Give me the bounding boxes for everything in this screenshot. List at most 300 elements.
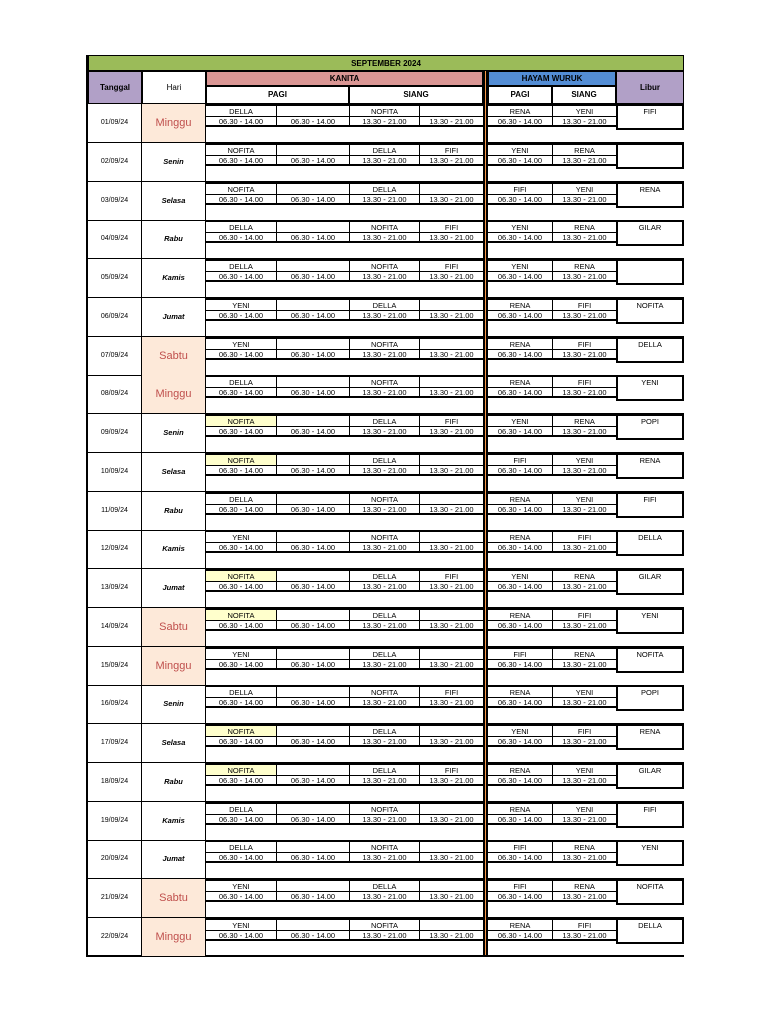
kanita-pagi-1-time: 06.30 - 14.00: [206, 736, 276, 747]
date-cell: 20/09/24: [88, 840, 142, 879]
hayam-siang-time: 13.30 - 21.00: [552, 542, 616, 553]
kanita-siang-2-name: FIFI: [419, 685, 483, 697]
hayam-siang-time: 13.30 - 21.00: [552, 697, 616, 708]
kanita-pagi-1-time: 06.30 - 14.00: [206, 697, 276, 708]
kanita-siang-1-time: 13.30 - 21.00: [349, 116, 419, 127]
kanita-siang-2-time: 13.30 - 21.00: [419, 930, 483, 941]
hayam-pagi-time: 06.30 - 14.00: [488, 232, 552, 243]
kanita-siang-2-time: 13.30 - 21.00: [419, 271, 483, 282]
table-row: [88, 414, 684, 453]
row-spacer: [488, 789, 684, 802]
table-row: [88, 104, 684, 143]
kanita-siang-2-name: [419, 802, 483, 814]
kanita-pagi-1-time: 06.30 - 14.00: [206, 891, 276, 902]
hayam-pagi-name: RENA: [488, 530, 552, 542]
kanita-pagi-2-name: [276, 259, 349, 271]
date-cell: 09/09/24: [88, 414, 142, 453]
hayam-siang-name: RENA: [552, 220, 616, 232]
kanita-siang-1-time: 13.30 - 21.00: [349, 426, 419, 437]
kanita-siang-1-time: 13.30 - 21.00: [349, 504, 419, 515]
row-spacer: [206, 750, 483, 763]
row-spacer: [488, 634, 684, 647]
kanita-siang-1-name: NOFITA: [349, 259, 419, 271]
kanita-siang-1-time: 13.30 - 21.00: [349, 659, 419, 670]
libur-cell: POPI: [616, 685, 684, 711]
hayam-siang-time: 13.30 - 21.00: [552, 930, 616, 941]
kanita-siang-1-name: DELLA: [349, 298, 419, 310]
table-row: [88, 918, 684, 957]
day-cell: Minggu: [142, 918, 206, 957]
hayam-siang-time: 13.30 - 21.00: [552, 891, 616, 902]
row-spacer: [206, 208, 483, 221]
kanita-siang-1-name: NOFITA: [349, 375, 419, 387]
hayam-siang-name: RENA: [552, 143, 616, 155]
kanita-siang-2-time: 13.30 - 21.00: [419, 116, 483, 127]
hayam-pagi-time: 06.30 - 14.00: [488, 310, 552, 321]
date-cell: 08/09/24: [88, 375, 142, 414]
libur-cell: [616, 143, 684, 169]
kanita-siang-2-time: 13.30 - 21.00: [419, 426, 483, 437]
hayam-siang-name: FIFI: [552, 918, 616, 930]
day-cell: Minggu: [142, 375, 206, 414]
hayam-pagi-time: 06.30 - 14.00: [488, 465, 552, 476]
row-spacer: [206, 363, 483, 376]
branch-divider: [483, 71, 488, 955]
header-hari: Hari: [142, 71, 206, 104]
hayam-siang-name: FIFI: [552, 375, 616, 387]
table-row: [88, 802, 684, 841]
day-cell: Minggu: [142, 104, 206, 143]
hayam-pagi-time: 06.30 - 14.00: [488, 116, 552, 127]
hayam-siang-time: 13.30 - 21.00: [552, 736, 616, 747]
kanita-siang-1-name: NOFITA: [349, 918, 419, 930]
row-spacer: [206, 944, 483, 957]
kanita-siang-2-time: 13.30 - 21.00: [419, 775, 483, 786]
kanita-siang-1-name: NOFITA: [349, 840, 419, 852]
row-spacer: [206, 401, 483, 414]
day-cell: Kamis: [142, 530, 206, 569]
date-cell: 05/09/24: [88, 259, 142, 298]
row-spacer: [206, 634, 483, 647]
header-hayam-wuruk: HAYAM WURUK: [488, 71, 616, 86]
kanita-pagi-2-name: [276, 724, 349, 736]
hayam-siang-time: 13.30 - 21.00: [552, 232, 616, 243]
date-cell: 02/09/24: [88, 143, 142, 182]
kanita-pagi-1-name: YENI: [206, 879, 276, 891]
hayam-pagi-time: 06.30 - 14.00: [488, 387, 552, 398]
kanita-pagi-1-time: 06.30 - 14.00: [206, 116, 276, 127]
kanita-siang-2-name: FIFI: [419, 220, 483, 232]
row-spacer: [206, 169, 483, 182]
day-cell: Kamis: [142, 802, 206, 841]
libur-cell: NOFITA: [616, 879, 684, 905]
kanita-siang-1-time: 13.30 - 21.00: [349, 542, 419, 553]
hayam-pagi-name: RENA: [488, 375, 552, 387]
date-cell: 22/09/24: [88, 918, 142, 957]
kanita-pagi-1-time: 06.30 - 14.00: [206, 310, 276, 321]
kanita-pagi-2-name: [276, 569, 349, 581]
kanita-siang-1-time: 13.30 - 21.00: [349, 697, 419, 708]
kanita-siang-1-name: DELLA: [349, 647, 419, 659]
kanita-pagi-2-name: [276, 220, 349, 232]
kanita-pagi-2-time: 06.30 - 14.00: [276, 542, 349, 553]
date-cell: 21/09/24: [88, 879, 142, 918]
kanita-pagi-2-name: [276, 763, 349, 775]
day-cell: Jumat: [142, 840, 206, 879]
kanita-pagi-1-name: NOFITA: [206, 763, 276, 775]
kanita-pagi-2-time: 06.30 - 14.00: [276, 504, 349, 515]
hayam-pagi-name: YENI: [488, 414, 552, 426]
kanita-pagi-2-time: 06.30 - 14.00: [276, 271, 349, 282]
row-spacer: [488, 324, 684, 337]
kanita-siang-1-name: DELLA: [349, 414, 419, 426]
row-spacer: [488, 905, 684, 918]
row-spacer: [488, 944, 684, 957]
row-spacer: [206, 789, 483, 802]
kanita-siang-1-time: 13.30 - 21.00: [349, 194, 419, 205]
date-cell: 19/09/24: [88, 802, 142, 841]
kanita-siang-1-time: 13.30 - 21.00: [349, 349, 419, 360]
date-cell: 18/09/24: [88, 763, 142, 802]
kanita-pagi-1-time: 06.30 - 14.00: [206, 775, 276, 786]
kanita-siang-1-time: 13.30 - 21.00: [349, 581, 419, 592]
row-spacer: [488, 285, 684, 298]
row-spacer: [206, 285, 483, 298]
kanita-siang-1-time: 13.30 - 21.00: [349, 930, 419, 941]
day-cell: Selasa: [142, 724, 206, 763]
kanita-siang-1-name: DELLA: [349, 763, 419, 775]
kanita-pagi-1-name: DELLA: [206, 104, 276, 116]
libur-cell: GILAR: [616, 569, 684, 595]
kanita-siang-1-name: DELLA: [349, 879, 419, 891]
kanita-siang-2-time: 13.30 - 21.00: [419, 465, 483, 476]
kanita-pagi-1-name: NOFITA: [206, 143, 276, 155]
row-spacer: [488, 208, 684, 221]
hayam-pagi-time: 06.30 - 14.00: [488, 852, 552, 863]
date-cell: 04/09/24: [88, 220, 142, 259]
schedule-sheet: [86, 55, 684, 957]
date-cell: 07/09/24: [88, 337, 142, 376]
row-spacer: [488, 169, 684, 182]
header-libur: Libur: [616, 71, 684, 104]
kanita-pagi-2-time: 06.30 - 14.00: [276, 465, 349, 476]
table-row: [88, 337, 684, 376]
hayam-siang-name: FIFI: [552, 530, 616, 542]
libur-cell: GILAR: [616, 763, 684, 789]
libur-cell: DELLA: [616, 530, 684, 556]
kanita-siang-2-name: FIFI: [419, 259, 483, 271]
libur-cell: NOFITA: [616, 298, 684, 324]
kanita-pagi-2-time: 06.30 - 14.00: [276, 349, 349, 360]
kanita-pagi-2-time: 06.30 - 14.00: [276, 852, 349, 863]
row-spacer: [488, 363, 684, 376]
row-spacer: [488, 130, 684, 143]
kanita-pagi-2-time: 06.30 - 14.00: [276, 736, 349, 747]
day-cell: Selasa: [142, 182, 206, 221]
table-row: [88, 840, 684, 879]
date-cell: 14/09/24: [88, 608, 142, 647]
row-spacer: [206, 246, 483, 259]
kanita-pagi-1-name: DELLA: [206, 802, 276, 814]
row-spacer: [488, 595, 684, 608]
hayam-pagi-name: RENA: [488, 918, 552, 930]
kanita-siang-1-time: 13.30 - 21.00: [349, 620, 419, 631]
sheet-title: SEPTEMBER 2024: [88, 55, 684, 71]
kanita-siang-2-time: 13.30 - 21.00: [419, 349, 483, 360]
kanita-siang-2-name: [419, 724, 483, 736]
kanita-pagi-2-name: [276, 840, 349, 852]
hayam-siang-time: 13.30 - 21.00: [552, 852, 616, 863]
kanita-pagi-1-time: 06.30 - 14.00: [206, 581, 276, 592]
kanita-pagi-2-time: 06.30 - 14.00: [276, 620, 349, 631]
hayam-siang-name: RENA: [552, 259, 616, 271]
hayam-pagi-name: RENA: [488, 685, 552, 697]
kanita-pagi-1-time: 06.30 - 14.00: [206, 271, 276, 282]
kanita-siang-2-time: 13.30 - 21.00: [419, 891, 483, 902]
row-spacer: [206, 518, 483, 531]
kanita-pagi-2-name: [276, 608, 349, 620]
hayam-pagi-time: 06.30 - 14.00: [488, 891, 552, 902]
day-cell: Rabu: [142, 220, 206, 259]
kanita-siang-1-name: DELLA: [349, 453, 419, 465]
kanita-siang-2-time: 13.30 - 21.00: [419, 697, 483, 708]
day-cell: Senin: [142, 414, 206, 453]
hayam-siang-time: 13.30 - 21.00: [552, 504, 616, 515]
day-cell: Jumat: [142, 298, 206, 337]
hayam-pagi-time: 06.30 - 14.00: [488, 930, 552, 941]
kanita-siang-2-time: 13.30 - 21.00: [419, 852, 483, 863]
row-spacer: [206, 673, 483, 686]
hayam-pagi-name: RENA: [488, 802, 552, 814]
hayam-siang-time: 13.30 - 21.00: [552, 387, 616, 398]
hayam-pagi-time: 06.30 - 14.00: [488, 155, 552, 166]
kanita-pagi-1-name: DELLA: [206, 220, 276, 232]
hayam-siang-time: 13.30 - 21.00: [552, 620, 616, 631]
hayam-siang-name: YENI: [552, 453, 616, 465]
row-spacer: [488, 556, 684, 569]
hayam-siang-name: YENI: [552, 492, 616, 504]
date-cell: 03/09/24: [88, 182, 142, 221]
row-spacer: [206, 479, 483, 492]
kanita-siang-1-time: 13.30 - 21.00: [349, 891, 419, 902]
kanita-siang-1-time: 13.30 - 21.00: [349, 232, 419, 243]
header-hayam-pagi: PAGI: [488, 86, 552, 104]
hayam-siang-time: 13.30 - 21.00: [552, 349, 616, 360]
hayam-pagi-time: 06.30 - 14.00: [488, 775, 552, 786]
date-cell: 16/09/24: [88, 685, 142, 724]
kanita-pagi-1-name: YENI: [206, 337, 276, 349]
header-tanggal: Tanggal: [88, 71, 142, 104]
kanita-siang-2-name: FIFI: [419, 414, 483, 426]
table-row: [88, 608, 684, 647]
kanita-pagi-2-time: 06.30 - 14.00: [276, 116, 349, 127]
kanita-pagi-2-name: [276, 104, 349, 116]
hayam-siang-name: YENI: [552, 763, 616, 775]
header-kanita-pagi: PAGI: [206, 86, 349, 104]
kanita-pagi-2-name: [276, 453, 349, 465]
hayam-siang-name: RENA: [552, 840, 616, 852]
row-spacer: [206, 828, 483, 841]
table-row: [88, 763, 684, 802]
kanita-siang-2-time: 13.30 - 21.00: [419, 736, 483, 747]
libur-cell: YENI: [616, 375, 684, 401]
kanita-pagi-1-time: 06.30 - 14.00: [206, 387, 276, 398]
day-cell: Minggu: [142, 647, 206, 686]
hayam-siang-time: 13.30 - 21.00: [552, 155, 616, 166]
table-row: [88, 259, 684, 298]
day-cell: Rabu: [142, 492, 206, 531]
libur-cell: GILAR: [616, 220, 684, 246]
kanita-pagi-1-time: 06.30 - 14.00: [206, 232, 276, 243]
kanita-siang-2-time: 13.30 - 21.00: [419, 232, 483, 243]
libur-cell: DELLA: [616, 337, 684, 363]
kanita-pagi-2-time: 06.30 - 14.00: [276, 194, 349, 205]
hayam-pagi-name: FIFI: [488, 453, 552, 465]
hayam-siang-name: FIFI: [552, 608, 616, 620]
libur-cell: RENA: [616, 453, 684, 479]
hayam-siang-name: RENA: [552, 414, 616, 426]
kanita-pagi-2-time: 06.30 - 14.00: [276, 814, 349, 825]
kanita-pagi-1-name: DELLA: [206, 492, 276, 504]
kanita-siang-2-time: 13.30 - 21.00: [419, 155, 483, 166]
row-spacer: [488, 828, 684, 841]
kanita-pagi-1-name: YENI: [206, 647, 276, 659]
hayam-siang-time: 13.30 - 21.00: [552, 116, 616, 127]
kanita-siang-1-time: 13.30 - 21.00: [349, 852, 419, 863]
kanita-pagi-2-time: 06.30 - 14.00: [276, 387, 349, 398]
hayam-pagi-name: YENI: [488, 724, 552, 736]
hayam-siang-time: 13.30 - 21.00: [552, 814, 616, 825]
date-cell: 11/09/24: [88, 492, 142, 531]
kanita-pagi-1-name: NOFITA: [206, 724, 276, 736]
kanita-siang-2-time: 13.30 - 21.00: [419, 581, 483, 592]
kanita-siang-2-name: [419, 375, 483, 387]
hayam-pagi-time: 06.30 - 14.00: [488, 271, 552, 282]
kanita-pagi-1-name: DELLA: [206, 840, 276, 852]
kanita-pagi-1-time: 06.30 - 14.00: [206, 852, 276, 863]
hayam-siang-name: YENI: [552, 104, 616, 116]
kanita-siang-2-name: [419, 104, 483, 116]
table-row: [88, 724, 684, 763]
hayam-siang-time: 13.30 - 21.00: [552, 659, 616, 670]
kanita-siang-2-name: [419, 492, 483, 504]
kanita-pagi-2-name: [276, 492, 349, 504]
hayam-siang-name: YENI: [552, 802, 616, 814]
day-cell: Rabu: [142, 763, 206, 802]
kanita-pagi-2-name: [276, 414, 349, 426]
hayam-pagi-name: RENA: [488, 104, 552, 116]
hayam-siang-name: RENA: [552, 879, 616, 891]
libur-cell: DELLA: [616, 918, 684, 944]
kanita-siang-2-name: [419, 918, 483, 930]
kanita-pagi-1-name: YENI: [206, 918, 276, 930]
hayam-pagi-time: 06.30 - 14.00: [488, 697, 552, 708]
day-cell: Jumat: [142, 569, 206, 608]
kanita-pagi-1-time: 06.30 - 14.00: [206, 349, 276, 360]
kanita-pagi-2-name: [276, 298, 349, 310]
hayam-pagi-name: YENI: [488, 143, 552, 155]
hayam-siang-name: RENA: [552, 569, 616, 581]
kanita-siang-1-time: 13.30 - 21.00: [349, 775, 419, 786]
kanita-pagi-1-name: NOFITA: [206, 453, 276, 465]
kanita-pagi-2-name: [276, 182, 349, 194]
kanita-pagi-2-time: 06.30 - 14.00: [276, 775, 349, 786]
libur-cell: FIFI: [616, 492, 684, 518]
kanita-pagi-2-time: 06.30 - 14.00: [276, 232, 349, 243]
kanita-pagi-1-time: 06.30 - 14.00: [206, 504, 276, 515]
libur-cell: RENA: [616, 724, 684, 750]
kanita-pagi-2-name: [276, 647, 349, 659]
row-spacer: [206, 866, 483, 879]
day-cell: Selasa: [142, 453, 206, 492]
day-cell: Senin: [142, 143, 206, 182]
kanita-pagi-2-time: 06.30 - 14.00: [276, 310, 349, 321]
hayam-siang-time: 13.30 - 21.00: [552, 775, 616, 786]
kanita-pagi-1-name: YENI: [206, 530, 276, 542]
hayam-pagi-name: FIFI: [488, 182, 552, 194]
row-spacer: [206, 324, 483, 337]
kanita-pagi-1-name: NOFITA: [206, 414, 276, 426]
hayam-pagi-name: FIFI: [488, 879, 552, 891]
kanita-pagi-2-name: [276, 143, 349, 155]
kanita-pagi-2-time: 06.30 - 14.00: [276, 155, 349, 166]
hayam-siang-name: YENI: [552, 685, 616, 697]
hayam-pagi-time: 06.30 - 14.00: [488, 659, 552, 670]
row-spacer: [488, 518, 684, 531]
kanita-pagi-1-time: 06.30 - 14.00: [206, 930, 276, 941]
date-cell: 17/09/24: [88, 724, 142, 763]
kanita-pagi-2-name: [276, 879, 349, 891]
hayam-pagi-time: 06.30 - 14.00: [488, 426, 552, 437]
hayam-pagi-name: RENA: [488, 298, 552, 310]
kanita-siang-2-name: [419, 298, 483, 310]
libur-cell: POPI: [616, 414, 684, 440]
date-cell: 12/09/24: [88, 530, 142, 569]
hayam-pagi-name: YENI: [488, 259, 552, 271]
kanita-pagi-1-time: 06.30 - 14.00: [206, 155, 276, 166]
hayam-pagi-name: RENA: [488, 337, 552, 349]
hayam-pagi-time: 06.30 - 14.00: [488, 620, 552, 631]
kanita-pagi-2-time: 06.30 - 14.00: [276, 659, 349, 670]
kanita-pagi-1-time: 06.30 - 14.00: [206, 542, 276, 553]
table-row: [88, 453, 684, 492]
kanita-pagi-1-name: DELLA: [206, 375, 276, 387]
row-spacer: [206, 595, 483, 608]
date-cell: 01/09/24: [88, 104, 142, 143]
kanita-siang-2-name: [419, 879, 483, 891]
date-cell: 15/09/24: [88, 647, 142, 686]
date-cell: 10/09/24: [88, 453, 142, 492]
table-row: [88, 879, 684, 918]
hayam-pagi-name: YENI: [488, 220, 552, 232]
table-row: [88, 569, 684, 608]
table-row: [88, 220, 684, 259]
row-spacer: [488, 440, 684, 453]
kanita-pagi-1-name: DELLA: [206, 259, 276, 271]
hayam-pagi-time: 06.30 - 14.00: [488, 736, 552, 747]
libur-cell: [616, 259, 684, 285]
header-kanita-siang: SIANG: [349, 86, 483, 104]
hayam-pagi-time: 06.30 - 14.00: [488, 542, 552, 553]
row-spacer: [206, 556, 483, 569]
row-spacer: [488, 401, 684, 414]
kanita-siang-1-time: 13.30 - 21.00: [349, 271, 419, 282]
hayam-siang-time: 13.30 - 21.00: [552, 194, 616, 205]
day-cell: Sabtu: [142, 608, 206, 647]
kanita-pagi-2-name: [276, 918, 349, 930]
kanita-siang-2-time: 13.30 - 21.00: [419, 814, 483, 825]
kanita-siang-2-name: [419, 530, 483, 542]
